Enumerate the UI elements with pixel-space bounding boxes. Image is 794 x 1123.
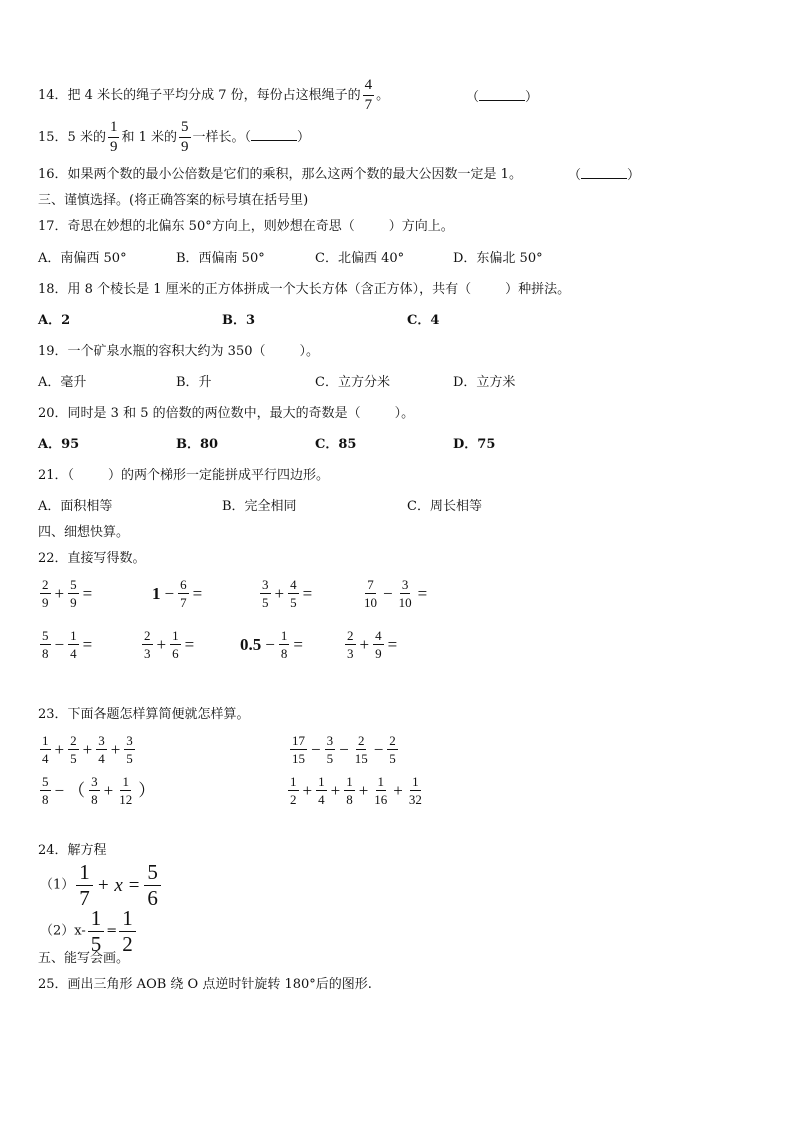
expression-22-4: $\frac{7}{10}$ − $\frac{3}{10}$ =	[364, 577, 428, 610]
section-3-heading: 三、谨慎选择。(将正确答案的标号填在括号里)	[38, 193, 309, 208]
equation-24-2: （2）x- $\frac{1}{5}$ = $\frac{1}{2}$	[40, 908, 138, 955]
expression-23-2: $\frac{17}{15}$ − $\frac{3}{5}$ − $\frac{2}{15}$ − $\frac{2}{5}$	[292, 733, 396, 766]
option-19-a[interactable]: A．毫升	[38, 375, 87, 390]
option-21-b[interactable]: B．完全相同	[222, 499, 297, 514]
section-5-heading: 五、能写会画。	[38, 951, 130, 966]
option-17-d[interactable]: D．东偏北 50°	[453, 251, 543, 266]
option-18-b[interactable]: B．3	[222, 313, 256, 328]
question-17: 17．奇思在妙想的北偏东 50°方向上，则妙想在奇思（ ）方向上。	[38, 219, 454, 234]
question-24-title: 24．解方程	[38, 843, 107, 858]
equation-24-1: （1） $\frac{1}{7}$ + x = $\frac{5}{6}$	[40, 862, 163, 909]
option-20-d[interactable]: D．75	[453, 437, 496, 452]
expression-22-3: $\frac{3}{5}$ + $\frac{4}{5}$ =	[262, 577, 313, 610]
answer-blank-14[interactable]: （ ）	[466, 90, 539, 105]
question-21: 21．（ ）的两个梯形一定能拼成平行四边形。	[38, 468, 330, 483]
option-20-a[interactable]: A．95	[38, 437, 80, 452]
question-23-title: 23．下面各题怎样算简便就怎样算。	[38, 707, 250, 722]
expression-23-3: $\frac{5}{8}$ − （ $\frac{3}{8}$ + $\frac{1}{12}$ ）	[42, 774, 156, 807]
expression-22-2: 1 − $\frac{6}{7}$ =	[152, 577, 203, 610]
option-21-c[interactable]: C．周长相等	[407, 499, 482, 514]
option-18-c[interactable]: C．4	[407, 313, 440, 328]
question-20: 20．同时是 3 和 5 的倍数的两位数中，最大的奇数是（ ）。	[38, 406, 415, 421]
option-17-c[interactable]: C．北偏西 40°	[315, 251, 405, 266]
expression-23-1: $\frac{1}{4}$ + $\frac{2}{5}$ + $\frac{3}{4}$ + $\frac{3}{5}$	[42, 733, 133, 766]
expression-22-5: $\frac{5}{8}$ − $\frac{1}{4}$ =	[42, 628, 93, 661]
question-18: 18．用 8 个棱长是 1 厘米的正方体拼成一个大长方体（含正方体），共有（ ）种拼法。	[38, 282, 571, 297]
expression-22-6: $\frac{2}{3}$ + $\frac{1}{6}$ =	[144, 628, 195, 661]
answer-blank-16[interactable]: （ ）	[568, 168, 641, 183]
option-20-c[interactable]: C．85	[315, 437, 357, 452]
option-19-d[interactable]: D．立方米	[453, 375, 516, 390]
option-19-b[interactable]: B．升	[176, 375, 212, 390]
question-15: 15．5 米的 $\frac{1}{9}$ 和 1 米的 $\frac{5}{9}$ 一样长。（ ）	[38, 119, 311, 155]
option-20-b[interactable]: B．80	[176, 437, 219, 452]
option-19-c[interactable]: C．立方分米	[315, 375, 390, 390]
option-17-b[interactable]: B．西偏南 50°	[176, 251, 265, 266]
question-14: 14．把 4 米长的绳子平均分成 7 份，每份占这根绳子的 $\frac{4}{7}$ 。	[38, 77, 390, 113]
question-25: 25．画出三角形 AOB 绕 O 点逆时针旋转 180°后的图形.	[38, 977, 372, 992]
fraction: $\frac{5}{9}$	[181, 119, 189, 155]
fraction: $\frac{4}{7}$	[364, 77, 373, 113]
option-18-a[interactable]: A．2	[38, 313, 71, 328]
option-17-a[interactable]: A．南偏西 50°	[38, 251, 127, 266]
fraction: $\frac{1}{9}$	[109, 119, 118, 155]
expression-22-1: $\frac{2}{9}$ + $\frac{5}{9}$ =	[42, 577, 93, 610]
expression-22-7: 0.5 − $\frac{1}{8}$ =	[240, 628, 303, 661]
question-22-title: 22．直接写得数。	[38, 551, 146, 566]
question-14-text: 14．把 4 米长的绳子平均分成 7 份，每份占这根绳子的	[38, 88, 361, 103]
section-4-heading: 四、细想快算。	[38, 525, 130, 540]
expression-22-8: $\frac{2}{3}$ + $\frac{4}{9}$ =	[347, 628, 398, 661]
option-21-a[interactable]: A．面积相等	[38, 499, 113, 514]
question-16: 16．如果两个数的最小公倍数是它们的乘积，那么这两个数的最大公因数一定是 1。	[38, 167, 522, 182]
answer-blank-15[interactable]	[251, 128, 297, 141]
question-19: 19．一个矿泉水瓶的容积大约为 350（ ）。	[38, 344, 320, 359]
expression-23-4: $\frac{1}{2}$ + $\frac{1}{4}$ + $\frac{1}{8}$ + $\frac{1}{16}$ + $\frac{1}{32}$	[290, 774, 422, 807]
